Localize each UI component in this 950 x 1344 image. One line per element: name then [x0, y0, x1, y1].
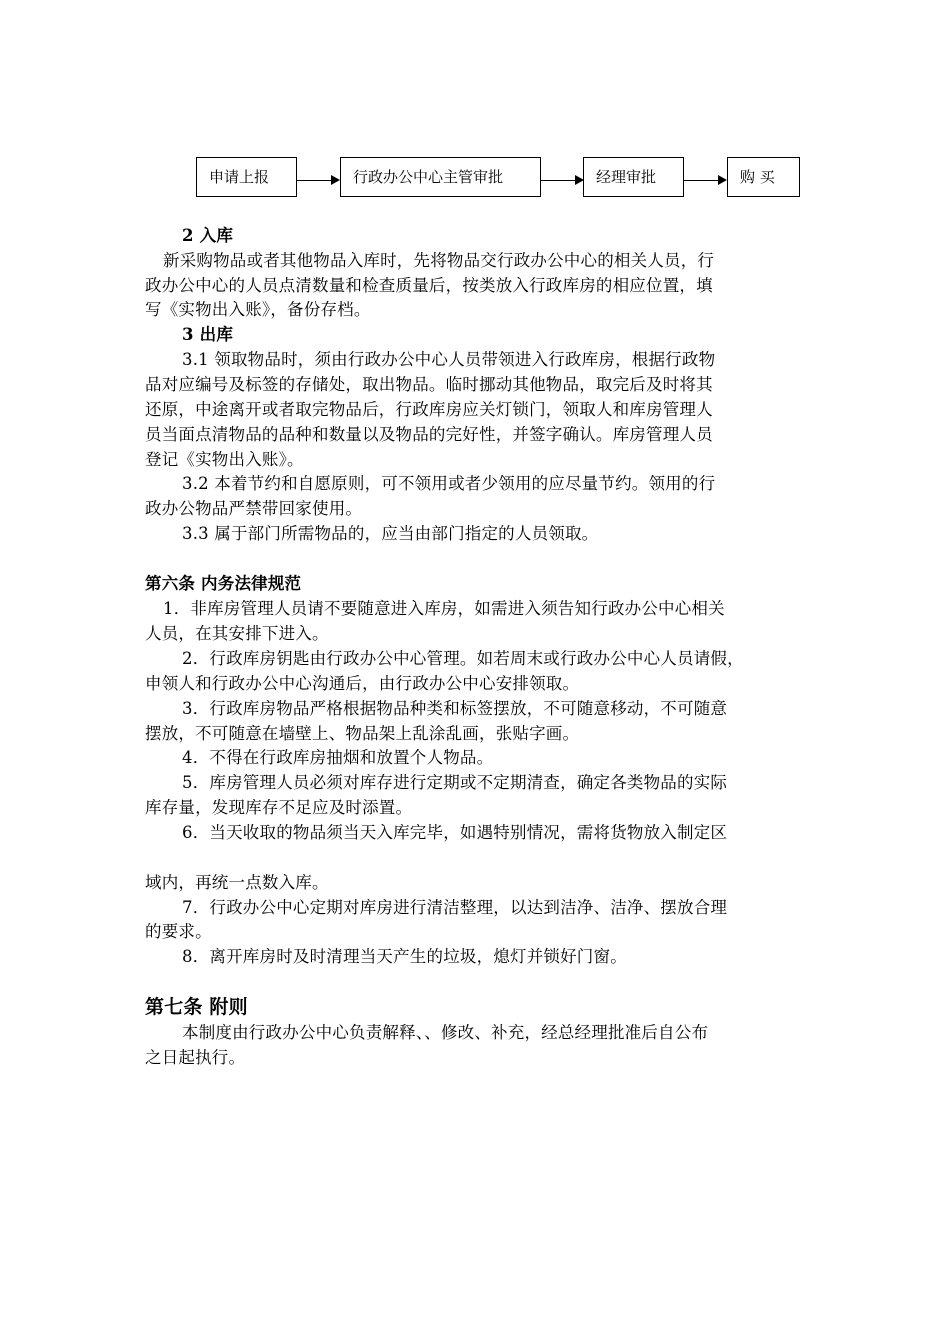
flow-arrowhead-1 [331, 175, 340, 185]
section-title-outbound: 3 出库 [182, 325, 234, 344]
paragraph-line: 政办公中心的人员点清数量和检查质量后，按类放入行政库房的相应位置，填 [145, 276, 713, 295]
paragraph-line: 的要求。 [145, 922, 212, 941]
paragraph-line: 域内，再统一点数入库。 [145, 873, 329, 892]
paragraph-line: 新采购物品或者其他物品入库时，先将物品交行政办公中心的相关人员，行 [163, 251, 715, 270]
paragraph-line: 品对应编号及标签的存储处，取出物品。临时挪动其他物品，取完后及时将其 [145, 375, 713, 394]
flow-arrowhead-3 [718, 175, 727, 185]
approval-flowchart [0, 0, 950, 210]
flow-step-purchase: 购 买 [727, 157, 800, 197]
article-seven-title: 第七条 附则 [145, 996, 248, 1018]
paragraph-line: 3.3 属于部门所需物品的，应当由部门指定的人员领取。 [182, 524, 599, 543]
paragraph-line: 摆放，不可随意在墙壁上、物品架上乱涂乱画，张贴字画。 [145, 724, 580, 743]
paragraph-line: 5．库房管理人员必须对库存进行定期或不定期清查，确定各类物品的实际 [182, 773, 728, 792]
article-six-title: 第六条 内务法律规范 [145, 574, 302, 593]
paragraph-line: 写《实物出入账》，备份存档。 [145, 300, 371, 319]
paragraph-line: 7．行政办公中心定期对库房进行清洁整理，以达到洁净、洁净、摆放合理 [182, 898, 728, 917]
paragraph-line: 库存量，发现库存不足应及时添置。 [145, 798, 413, 817]
flow-step-apply: 申请上报 [196, 157, 297, 197]
paragraph-line: 3.2 本着节约和自愿原则，可不领用或者少领用的应尽量节约。领用的行 [182, 474, 716, 493]
flow-arrow-1 [297, 180, 332, 181]
paragraph-line: 8．离开库房时及时清理当天产生的垃圾，熄灯并锁好门窗。 [182, 947, 627, 966]
paragraph-line: 1．非库房管理人员请不要随意进入库房，如需进入须告知行政办公中心相关 [163, 599, 725, 618]
flow-step-manager-approval: 经理审批 [583, 157, 684, 197]
flow-arrow-3 [684, 180, 719, 181]
paragraph-line: 人员，在其安排下进入。 [145, 624, 329, 643]
paragraph-line: 之日起执行。 [145, 1048, 246, 1067]
paragraph-line: 3.1 领取物品时，须由行政办公中心人员带领进入行政库房，根据行政物 [182, 350, 716, 369]
paragraph-line: 登记《实物出入账》。 [145, 450, 304, 469]
paragraph-line: 2．行政库房钥匙由行政办公中心管理。如若周末或行政办公中心人员请假， [182, 649, 744, 668]
paragraph-line: 3．行政库房物品严格根据物品种类和标签摆放，不可随意移动，不可随意 [182, 699, 728, 718]
paragraph-line: 还原，中途离开或者取完物品后，行政库房应关灯锁门，领取人和库房管理人 [145, 400, 713, 419]
section-title-warehousing: 2 入库 [182, 226, 234, 245]
flow-arrow-2 [541, 180, 576, 181]
paragraph-line: 本制度由行政办公中心负责解释、、修改、补充，经总经理批准后自公布 [182, 1023, 709, 1042]
flow-step-supervisor-approval: 行政办公中心主管审批 [340, 157, 541, 197]
paragraph-line: 6．当天收取的物品须当天入库完毕，如遇特别情况，需将货物放入制定区 [182, 823, 728, 842]
paragraph-line: 4．不得在行政库房抽烟和放置个人物品。 [182, 748, 494, 767]
paragraph-line: 申领人和行政办公中心沟通后，由行政办公中心安排领取。 [145, 674, 580, 693]
paragraph-line: 政办公物品严禁带回家使用。 [145, 499, 363, 518]
paragraph-line: 员当面点清物品的品种和数量以及物品的完好性，并签字确认。库房管理人员 [145, 425, 713, 444]
